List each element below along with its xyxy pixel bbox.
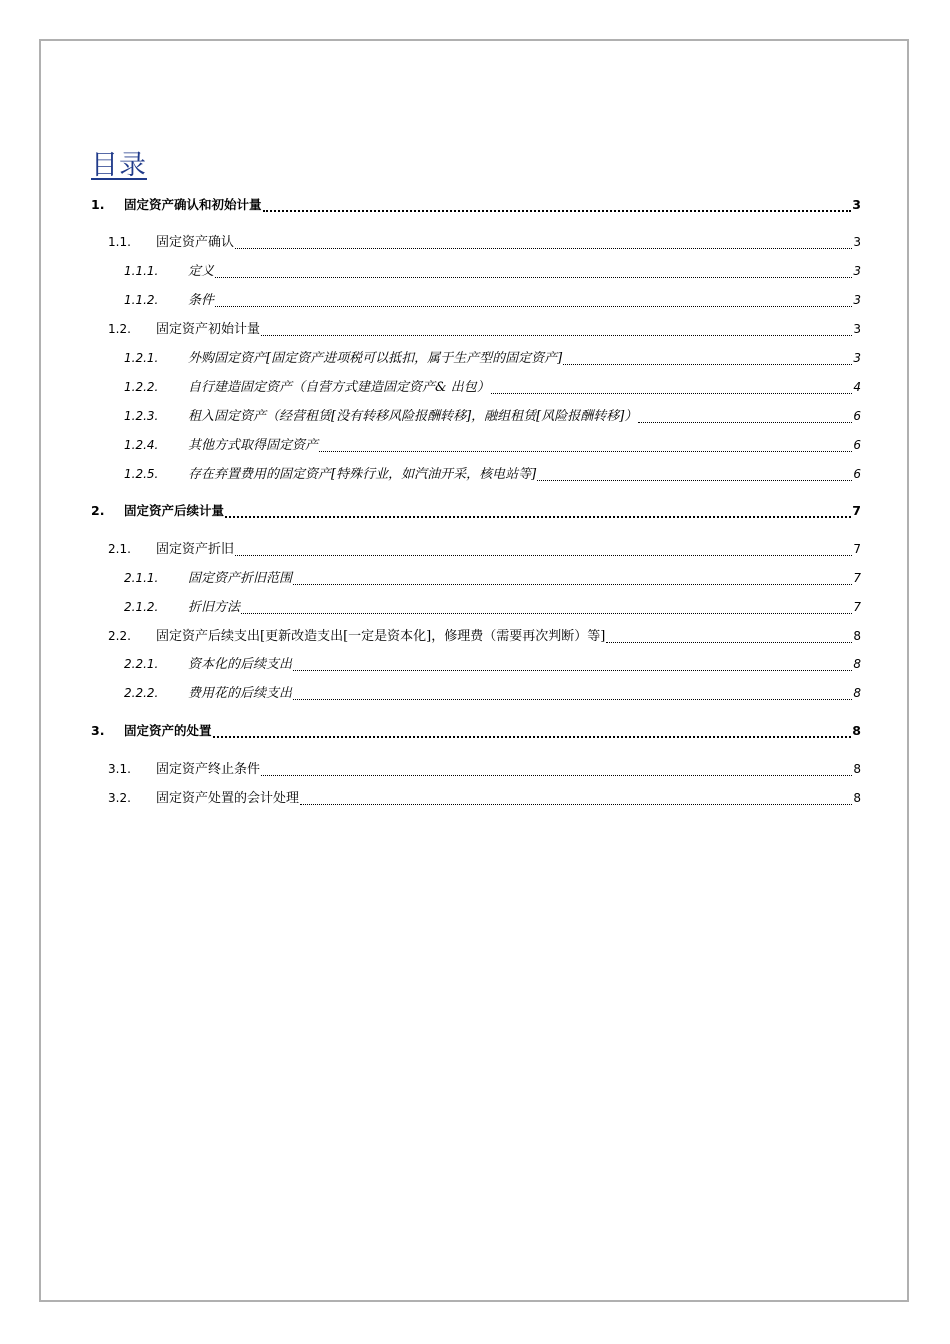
- toc-dot-leader: [241, 599, 852, 614]
- toc-entry-level-3[interactable]: [124, 435, 861, 455]
- toc-entry-page-number: 3: [852, 197, 861, 212]
- toc-dot-leader: [491, 379, 853, 394]
- toc-entry-number: 1.1.: [108, 235, 131, 249]
- toc-dot-leader: [319, 437, 852, 452]
- toc-entry-level-2[interactable]: [108, 626, 861, 646]
- toc-entry-number: 1.2.4.: [124, 438, 159, 452]
- toc-entry-page-number: 6: [853, 438, 861, 452]
- toc-dot-leader: [293, 656, 852, 671]
- toc-entry-level-3[interactable]: [124, 377, 861, 397]
- toc-dot-leader: [563, 350, 852, 365]
- toc-entry-text: 固定资产确认: [156, 235, 235, 250]
- toc-entry-page-number: 4: [853, 380, 861, 394]
- toc-entry-number: 2.1.2.: [124, 600, 159, 614]
- toc-entry-page-number: 7: [853, 600, 861, 614]
- toc-entry-number: 1.2.3.: [124, 409, 159, 423]
- toc-entry-text: 固定资产后续支出[更新改造支出[一定是资本化]，修理费（需要再次判断）等]: [156, 629, 606, 644]
- toc-entry-page-number: 6: [853, 409, 861, 423]
- toc-entry-text: 固定资产后续计量: [124, 503, 225, 518]
- toc-entry-number: 1.: [91, 197, 105, 212]
- toc-entry-level-3[interactable]: [124, 597, 861, 617]
- toc-entry-text: 固定资产初始计量: [156, 322, 261, 337]
- toc-entry-text: 费用花的后续支出: [188, 686, 293, 701]
- toc-entry-text: 租入固定资产（经营租赁[没有转移风险报酬转移]，融组租赁[风险报酬转移]）: [188, 409, 638, 424]
- toc-entry-page-number: 7: [852, 503, 861, 518]
- toc-entry-page-number: 7: [853, 571, 861, 585]
- toc-entry-text: 固定资产处置的会计处理: [156, 791, 300, 806]
- toc-entry-level-3[interactable]: [124, 464, 861, 484]
- toc-entry-level-2[interactable]: [108, 788, 861, 808]
- toc-entry-number: 2.2.2.: [124, 686, 159, 700]
- toc-entry-text: 折旧方法: [188, 600, 241, 615]
- toc-entry-level-2[interactable]: [108, 759, 861, 779]
- toc-entry-page-number: 8: [853, 629, 861, 643]
- toc-entry-text: 自行建造固定资产（自营方式建造固定资产& 出包）: [188, 380, 490, 395]
- toc-dot-leader: [263, 196, 852, 212]
- toc-entry-text: 定义: [188, 264, 215, 279]
- toc-entry-page-number: 3: [853, 293, 861, 307]
- toc-entry-number: 1.2.1.: [124, 351, 159, 365]
- toc-entry-text: 资本化的后续支出: [188, 657, 293, 672]
- toc-dot-leader: [638, 408, 852, 423]
- toc-entry-text: 外购固定资产[固定资产进项税可以抵扣，属于生产型的固定资产]: [188, 351, 563, 366]
- toc-entry-text: 固定资产折旧范围: [188, 571, 293, 586]
- toc-entry-page-number: 3: [853, 322, 861, 336]
- toc-entry-number: 1.2.: [108, 322, 131, 336]
- toc-entry-number: 2.2.: [108, 629, 131, 643]
- toc-entry-text: 固定资产终止条件: [156, 762, 261, 777]
- toc-entry-level-3[interactable]: [124, 654, 861, 674]
- toc-entry-text: 其他方式取得固定资产: [188, 438, 319, 453]
- toc-dot-leader: [606, 628, 852, 643]
- toc-entry-level-1[interactable]: [91, 501, 861, 521]
- toc-entry-page-number: 8: [853, 791, 861, 805]
- toc-entry-text: 条件: [188, 293, 215, 308]
- toc-entry-page-number: 8: [853, 686, 861, 700]
- toc-dot-leader: [300, 790, 852, 805]
- toc-entry-level-3[interactable]: [124, 683, 861, 703]
- toc-entry-page-number: 8: [853, 657, 861, 671]
- toc-entry-page-number: 3: [853, 351, 861, 365]
- toc-entry-page-number: 3: [853, 264, 861, 278]
- toc-dot-leader: [261, 321, 852, 336]
- toc-title: 目录: [91, 150, 147, 181]
- toc-entry-number: 1.2.2.: [124, 380, 159, 394]
- toc-entry-number: 2.: [91, 503, 105, 518]
- toc-entry-text: 固定资产确认和初始计量: [124, 197, 262, 212]
- toc-dot-leader: [213, 722, 852, 738]
- toc-dot-leader: [293, 685, 852, 700]
- toc-dot-leader: [225, 502, 851, 518]
- toc-entry-level-1[interactable]: [91, 195, 861, 215]
- toc-entry-number: 2.1.1.: [124, 571, 159, 585]
- toc-entry-page-number: 8: [853, 762, 861, 776]
- toc-entry-level-3[interactable]: [124, 348, 861, 368]
- toc-entry-page-number: 6: [853, 467, 861, 481]
- toc-entry-text: 固定资产的处置: [124, 723, 212, 738]
- toc-entry-number: 2.2.1.: [124, 657, 159, 671]
- toc-entry-level-3[interactable]: [124, 406, 861, 426]
- toc-entry-level-2[interactable]: [108, 539, 861, 559]
- toc-dot-leader: [215, 292, 852, 307]
- toc-entry-text: 固定资产折旧: [156, 542, 235, 557]
- toc-entry-number: 1.1.1.: [124, 264, 159, 278]
- toc-entry-number: 1.1.2.: [124, 293, 159, 307]
- toc-entry-level-2[interactable]: [108, 232, 861, 252]
- toc-entry-number: 3.1.: [108, 762, 131, 776]
- toc-entry-level-3[interactable]: [124, 290, 861, 310]
- toc-dot-leader: [235, 234, 852, 249]
- toc-entry-level-3[interactable]: [124, 261, 861, 281]
- toc-entry-level-1[interactable]: [91, 721, 861, 741]
- toc-entry-text: 存在弃置费用的固定资产[特殊行业，如汽油开采，核电站等]: [188, 467, 537, 482]
- toc-entry-number: 3.: [91, 723, 105, 738]
- toc-entry-level-3[interactable]: [124, 568, 861, 588]
- toc-entry-number: 1.2.5.: [124, 467, 159, 481]
- toc-dot-leader: [537, 466, 852, 481]
- toc-entry-level-2[interactable]: [108, 319, 861, 339]
- toc-dot-leader: [215, 263, 852, 278]
- toc-entry-page-number: 3: [853, 235, 861, 249]
- toc-dot-leader: [293, 570, 852, 585]
- toc-dot-leader: [261, 761, 852, 776]
- toc-entry-number: 2.1.: [108, 542, 131, 556]
- toc-dot-leader: [235, 541, 852, 556]
- toc-entry-page-number: 8: [852, 723, 861, 738]
- toc-entry-page-number: 7: [853, 542, 861, 556]
- toc-entry-number: 3.2.: [108, 791, 131, 805]
